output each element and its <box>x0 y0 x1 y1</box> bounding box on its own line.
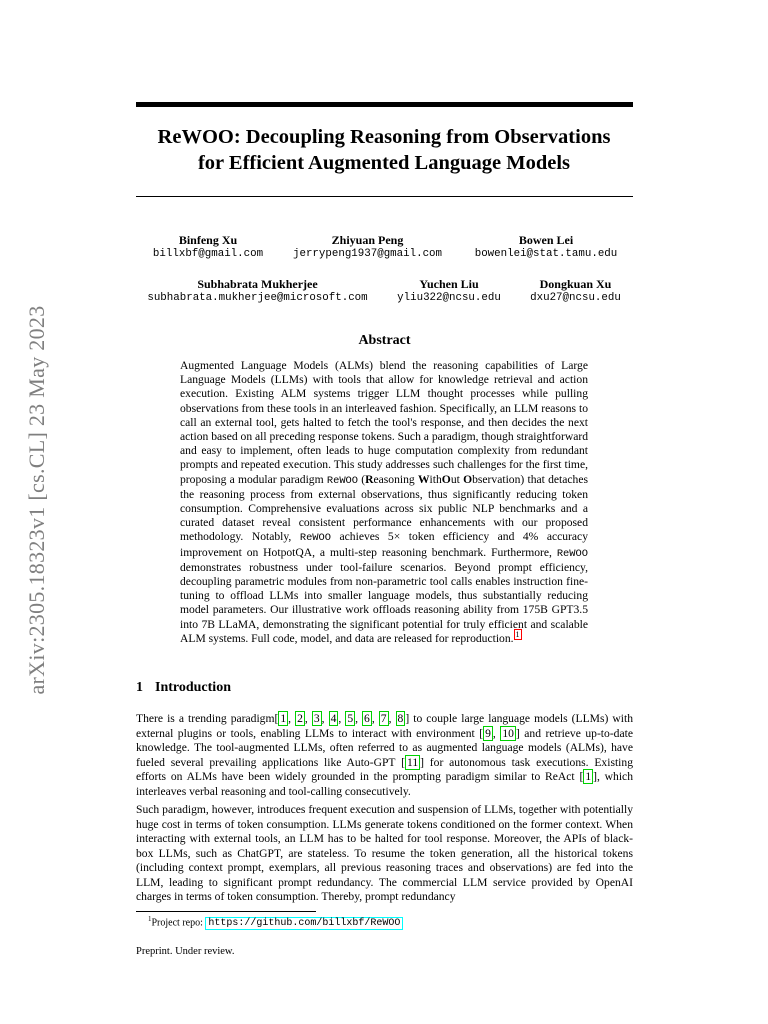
citation-link[interactable]: 5 <box>347 712 354 725</box>
author-email[interactable]: billxbf@gmail.com <box>152 248 264 260</box>
citation-link[interactable]: 11 <box>406 755 419 769</box>
abstract-body: Augmented Language Models (ALMs) blend the reasoning capabilities of Large Language Models (LLMs) with tools that allow for knowledge retrieval and action execution. Existing ALM systems trigger LLM thought processes while pulling observations from these tools in an interleaved fashion. Specifically, an LLM reasons to call an external tool, gets halted to fetch the tool's response, and then decides the next action based on all preceding response tokens. Such a paradigm, though straightforward and easy to implement, often leads to huge computation complexity from redundant prompts and repeated execution. This study addresses such challenges for the first time, proposing a modular paradigm ReWOO (Reasoning WithOut Observation) that detaches the reasoning process from external observations, thus significantly reducing token consumption. Comprehensive evaluations across six public NLP benchmarks and a curated dataset reveal consistent performance enhancements with our proposed methodology. Notably, ReWOO achieves 5× token efficiency and 4% accuracy improvement on HotpotQA, a multi-step reasoning benchmark. Furthermore, ReWOO demonstrates robustness under tool-failure scenarios. Beyond prompt efficiency, decoupling parametric modules from non-parametric tool calls enables instruction fine-tuning to offload LLMs into smaller language models, thus substantially reducing model parameters. Our illustrative work offloads reasoning ability from 175B GPT3.5 into 7B LLaMA, demonstrating the significant potential for truly efficient and scalable ALM systems. Full code, model, and data are released for reproduction. $^1$ <box>180 359 588 645</box>
author-name: Yuchen Liu <box>419 277 479 291</box>
citation-link[interactable]: 4 <box>330 712 337 725</box>
citation-link[interactable]: 9 <box>485 726 491 740</box>
footnote-link[interactable]: 1 <box>515 630 520 639</box>
author-name: Subhabrata Mukherjee <box>197 277 318 291</box>
title-bottom-rule <box>136 196 633 197</box>
preprint-notice: Preprint. Under review. <box>136 946 235 957</box>
citation-link[interactable]: 6 <box>364 712 370 725</box>
author-email[interactable]: jerrypeng1937@gmail.com <box>292 248 443 260</box>
footnote-rule <box>136 911 316 912</box>
citation-link[interactable]: 1 <box>585 770 592 783</box>
title-top-rule <box>136 102 633 107</box>
section-heading <box>136 680 231 696</box>
title-line-1: ReWOO: Decoupling Reasoning from Observations <box>157 126 611 148</box>
abstract-heading: Abstract <box>358 333 411 348</box>
author-email[interactable]: bowenlei@stat.tamu.edu <box>474 248 618 260</box>
intro-paragraph-1: There is a trending paradigm[ 1 , 2 , 3 , 4 , 5 , 6 , 7 , 8 ] to couple large language models (LLMs) with external plugins or tools, enabling LLMs to interact with environment [ 9 , 10 ] and retrieve up-to-date knowledge. The tool-augmented LLMs, often referred to as augmented language models (ALMs), have fueled several prevailing applications like Auto-GPT [ 11 ] for autonomous task executions. Existing efforts on ALMs have been widely grounded in the prompting paradigm similar to ReAct [ 1 ], which interleaves verbal reasoning and tool-calling consecutively. <box>136 712 633 798</box>
author-block <box>390 277 508 305</box>
citation-link[interactable]: 3 <box>313 712 320 725</box>
rewoo-term: ReWOO <box>556 547 588 560</box>
author-block <box>140 277 375 305</box>
title-line-2: for Efficient Augmented Language Models <box>197 152 571 174</box>
footnote: $^1$Project repo: https://github.com/billxbf/ReWOO <box>148 915 403 929</box>
author-email[interactable]: subhabrata.mukherjee@microsoft.com <box>147 292 368 304</box>
intro-paragraph-2: Such paradigm, however, introduces frequent execution and suspension of LLMs, together with potentially huge cost in terms of token consumption. LLMs generate tokens conditioned on the former context. When interacting with external tools, an LLM has to be halted for tool response. Moreover, the APIs of black-box LLMs, such as ChatGPT, are stateless. To resume the token generation, all the historical tokens (including context prompt, exemplars, all previous reasoning traces and observations) are fed into the LLM, leading to significant prompt redundancy. The commercial LLM service provided by OpenAI charges in terms of token consumption. Thereby, prompt redundancy <box>136 803 633 903</box>
paper-title <box>120 124 648 176</box>
citation-link[interactable]: 2 <box>297 712 303 725</box>
project-repo-link[interactable]: https://github.com/billxbf/ReWOO <box>205 917 403 930</box>
author-block <box>148 233 268 261</box>
arxiv-identifier: arXiv:2305.18323v1 [cs.CL] 23 May 2023 <box>24 305 49 695</box>
author-name: Dongkuan Xu <box>539 277 612 291</box>
author-name: Zhiyuan Peng <box>331 233 404 247</box>
citation-link[interactable]: 8 <box>397 712 404 725</box>
rewoo-term: ReWOO <box>299 532 332 545</box>
citation-link[interactable]: 1 <box>280 712 287 725</box>
author-name: Binfeng Xu <box>178 233 238 247</box>
author-name: Bowen Lei <box>518 233 574 247</box>
author-block <box>285 233 450 261</box>
author-email[interactable]: yliu322@ncsu.edu <box>397 292 501 304</box>
citation-link[interactable]: 10 <box>502 726 514 740</box>
citation-link[interactable]: 7 <box>380 712 387 725</box>
author-block <box>466 233 626 261</box>
section-title: Introduction <box>155 680 231 695</box>
author-email[interactable]: dxu27@ncsu.edu <box>530 292 621 304</box>
author-block <box>523 277 628 305</box>
section-number: 1 <box>136 680 143 695</box>
rewoo-term: ReWOO <box>326 474 359 487</box>
